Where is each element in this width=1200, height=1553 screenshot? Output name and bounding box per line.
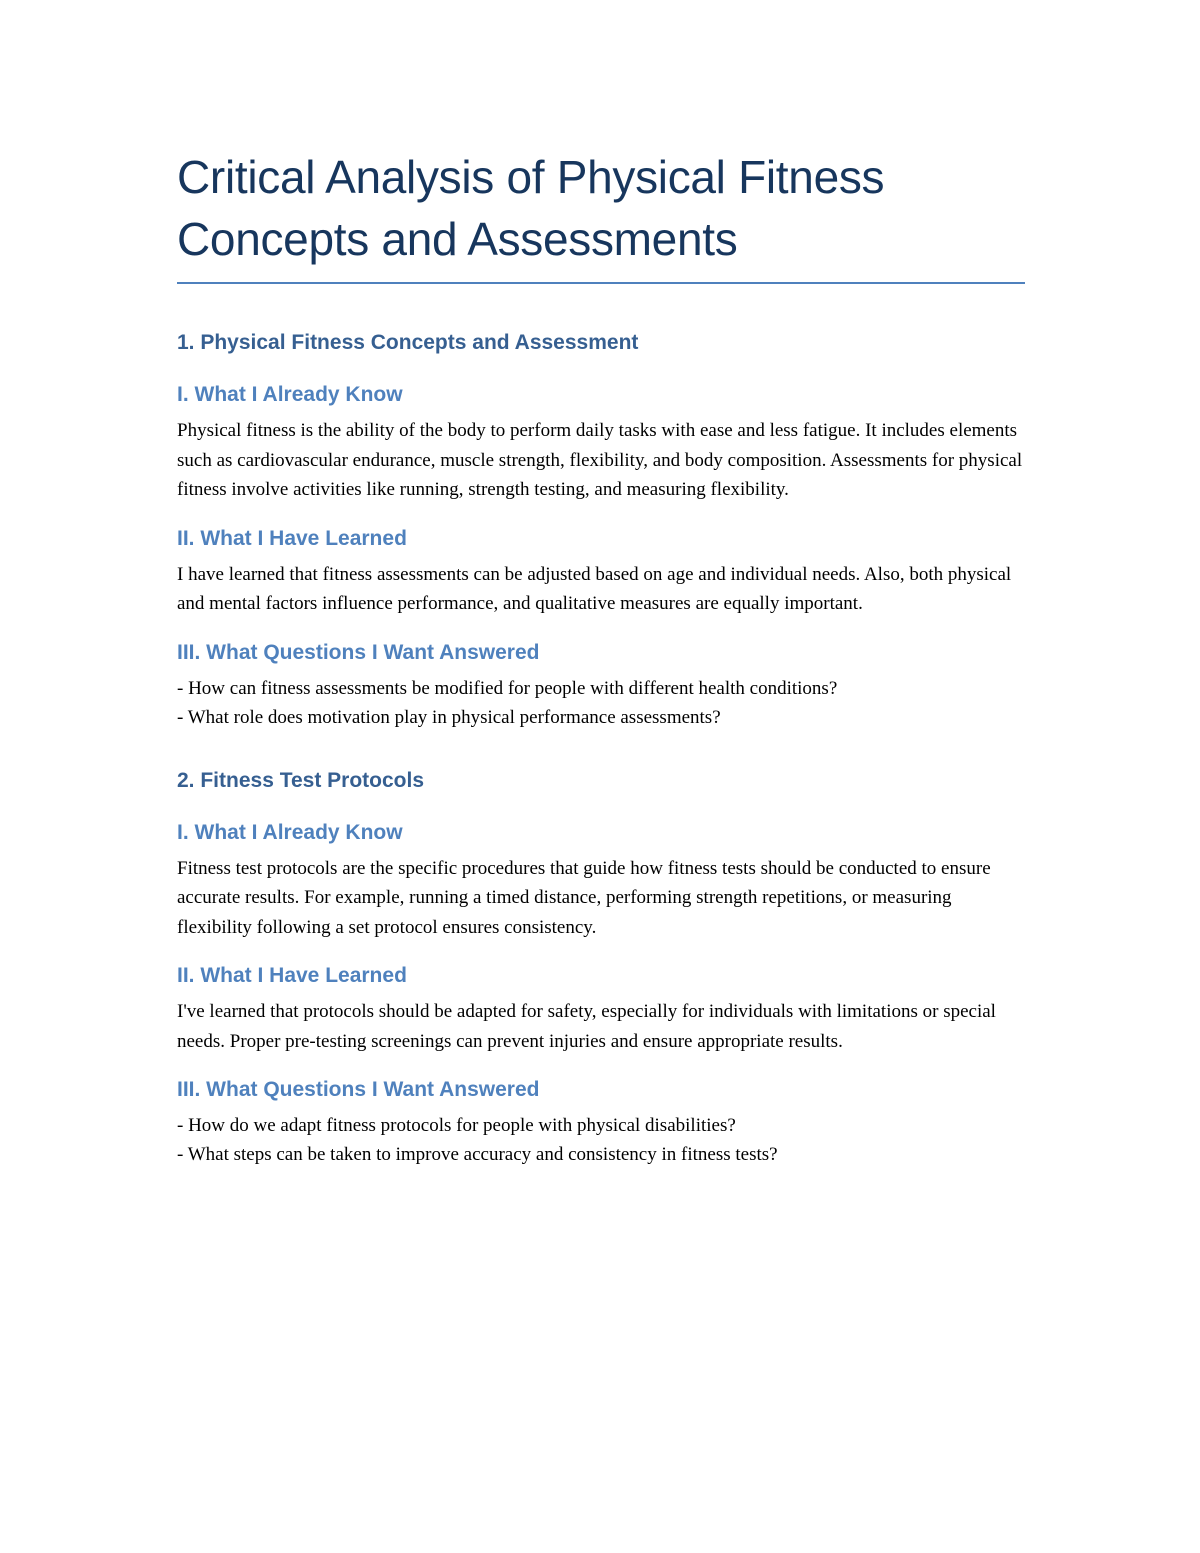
subheading-already-know: I. What I Already Know [177,820,403,844]
document-content [177,146,1025,1203]
questions-list [177,674,1025,732]
paragraph-have-learned: I have learned that fitness assessments can be adjusted based on age and individual needs. Also, both physical and mental factors influence performance, and qualitative measures are equally important. [177,563,1012,614]
section-fitness-test-protocols [177,766,1025,1170]
subheading-questions: III. What Questions I Want Answered [177,1078,540,1101]
paragraph-have-learned: I've learned that protocols should be adapted for safety, especially for individuals with limitations or special needs. Proper pre-testing screenings can prevent injuries and ensure appropriate results. [177,1001,996,1052]
subheading-have-learned: II. What I Have Learned [177,526,407,550]
paragraph-already-know: Fitness test protocols are the specific procedures that guide how fitness tests should be conducted to ensure accurate results. For example, running a timed distance, performing strength repetitions, or measuring flexibility following a set protocol ensures consistency. [177,857,991,938]
subheading-questions: III. What Questions I Want Answered [177,640,540,664]
question-item: - What role does motivation play in physical performance assessments? [177,706,721,728]
paragraph-already-know: Physical fitness is the ability of the body to perform daily tasks with ease and less fatigue. It includes elements such as cardiovascular endurance, muscle strength, flexibility, and body composition. Assessments for physical fitness involve activities like running, strength testing, and measuring flexibility. [177,420,1023,500]
questions-list [177,1111,1025,1169]
question-item: - What steps can be taken to improve accuracy and consistency in fitness tests? [177,1144,778,1165]
subheading-already-know: I. What I Already Know [177,383,403,406]
question-item: - How can fitness assessments be modified for people with different health conditions? [177,677,838,699]
title-underline-rule [177,282,1025,284]
section-heading: 1. Physical Fitness Concepts and Assessment [177,331,639,354]
section-heading: 2. Fitness Test Protocols [177,768,425,792]
document-title: Critical Analysis of Physical Fitness Concepts and Assessments [177,151,885,265]
question-item: - How do we adapt fitness protocols for people with physical disabilities? [177,1115,736,1136]
subheading-have-learned: II. What I Have Learned [177,964,407,987]
section-physical-fitness-concepts [177,328,1025,732]
